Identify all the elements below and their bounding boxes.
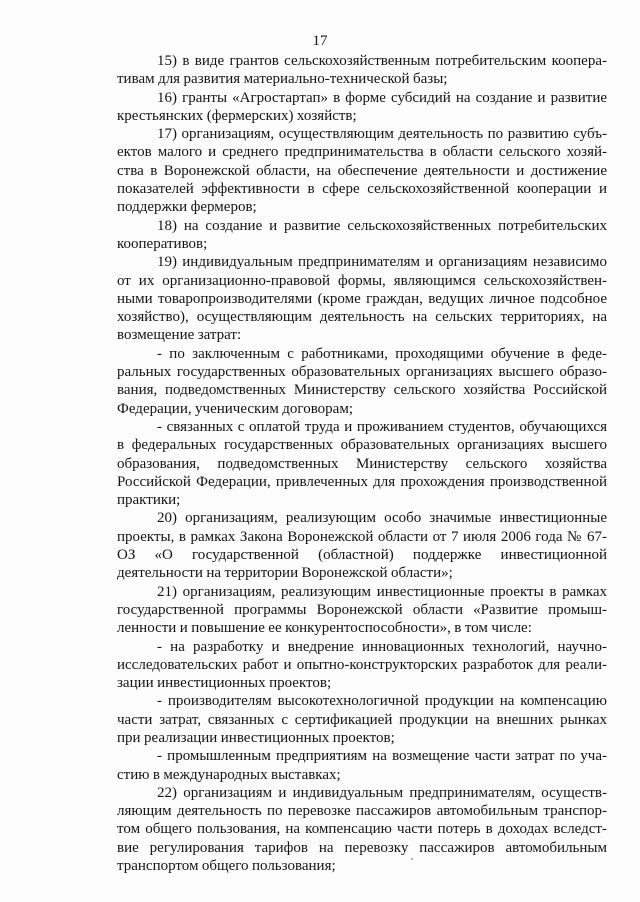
paragraph-21-item-3: - промышленным предприятиям на возмещение части затрат по участию в международных выставках; bbox=[117, 748, 607, 783]
paragraph-19-item-2: - связанных с оплатой труда и проживанием студентов, обучающихся в федеральных государственных образовательных организациях высшего образования, подведомственных Министерству сельского хозяйства Российской Федерации, привлеченных для прохождения производственной практики; bbox=[117, 418, 607, 509]
paragraph-21: 21) организациям, реализующим инвестиционные проекты в рамках государственной программы Воронежской области «Развитие промышленности и повышение ее конкурентоспособности», в том числе: bbox=[117, 583, 607, 637]
paragraph-15: 15) в виде грантов сельскохозяйственным потребительским кооперативам для развития материально-технической базы; bbox=[117, 53, 607, 88]
paragraph-17: 17) организациям, осуществляющим деятельность по развитию субъектов малого и среднего предпринимательства в области сельского хозяйства в Воронежской области, на обеспечение деятельности и достижение показателей эффективности в сфере сельскохозяйственной кооперации и поддержки фермеров; bbox=[117, 126, 607, 216]
paragraph-22: 22) организациям и индивидуальным предпринимателям, осуществляющим деятельность по перевозке пассажиров автомобильным транспортом общего пользования, на компенсацию части потерь в доходах вследствие регулирования тарифов на перевозку пассажиров автомобильным транспортом общего пользования; bbox=[117, 784, 607, 875]
scan-speck bbox=[411, 858, 413, 860]
paragraph-20: 20) организациям, реализующим особо значимые инвестиционные проекты, в рамках Закона Воронежской области от 7 июля 2006 года № 67-ОЗ «О государственной (областной) поддержке инвестиционной деятельности на территории Воронежской области»; bbox=[117, 510, 607, 582]
paragraph-19: 19) индивидуальным предпринимателям и организациям независимо от их организационно-правовой формы, являющимся сельскохозяйственными товаропроизводителями (кроме граждан, ведущих личное подсобное хозяйство), осуществляющим деятельность на сельских территориях, на возмещение затрат: bbox=[117, 254, 607, 344]
document-body bbox=[117, 52, 607, 875]
paragraph-19-item-1: - по заключенным с работниками, проходящими обучение в федеральных государственных образовательных организациях высшего образования, подведомственных Министерству сельского хозяйства Российской Федерации, ученическим договорам; bbox=[117, 345, 607, 417]
paragraph-18: 18) на создание и развитие сельскохозяйственных потребительских кооперативов; bbox=[117, 217, 607, 252]
page-number: 17 bbox=[312, 33, 328, 49]
paragraph-21-item-1: - на разработку и внедрение инновационных технологий, научно-исследовательских работ и опытно-конструкторских разработок для реализации инвестиционных проектов; bbox=[117, 638, 607, 692]
paragraph-21-item-2: - производителям высокотехнологичной продукции на компенсацию части затрат, связанных с сертификацией продукции на внешних рынках при реализации инвестиционных проектов; bbox=[117, 693, 607, 746]
paragraph-16: 16) гранты «Агростартап» в форме субсидий на создание и развитие крестьянских (фермерских) хозяйств; bbox=[117, 89, 607, 124]
